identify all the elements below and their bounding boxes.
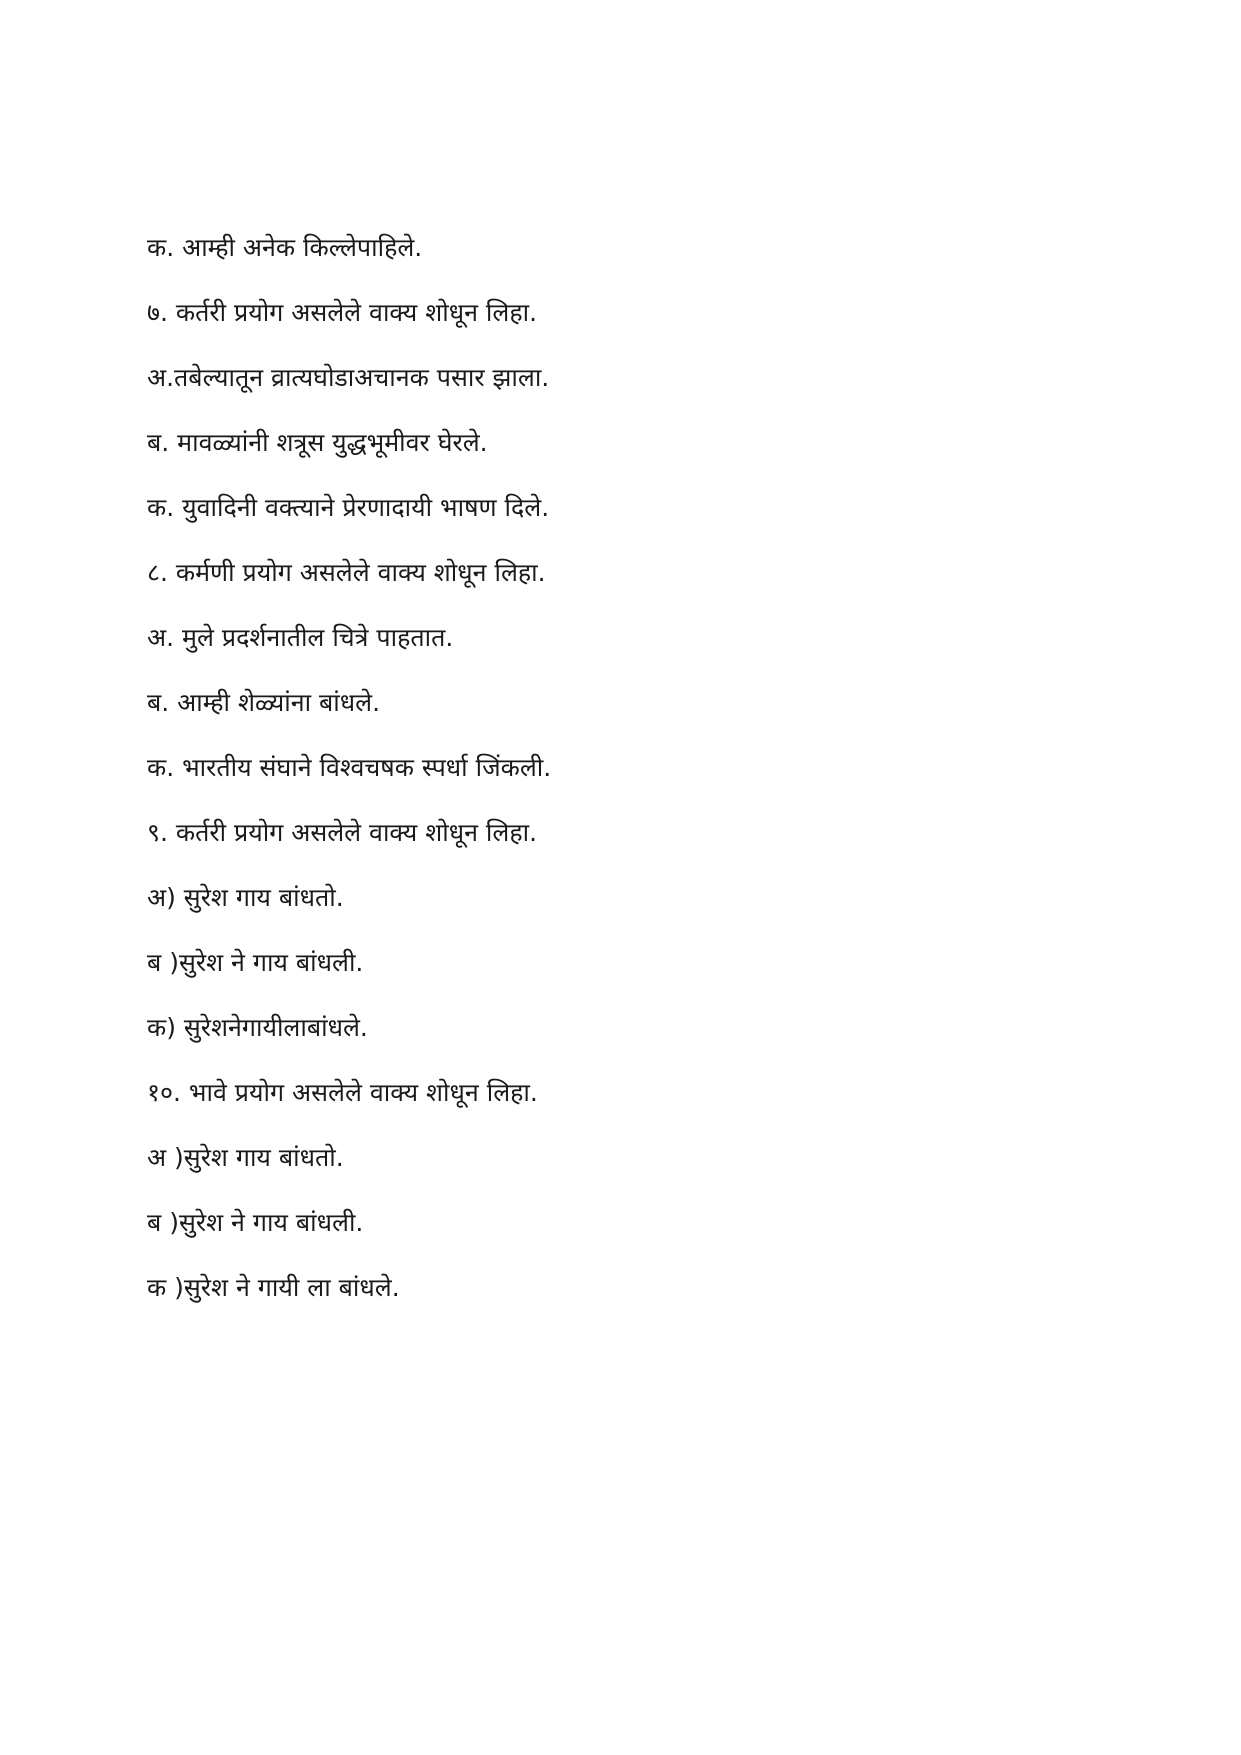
option-line: अ.तबेल्यातून व्रात्यघोडाअचानक पसार झाला. — [147, 363, 550, 392]
question-list — [147, 230, 1147, 1335]
option-line: क) सुरेशनेगायीलाबांधले. — [147, 1013, 368, 1042]
option-line: अ) सुरेश गाय बांधतो. — [147, 883, 344, 912]
question-heading: ७. कर्तरी प्रयोग असलेले वाक्य शोधून लिहा. — [147, 298, 538, 327]
option-line: ब. मावळ्यांनी शत्रूस युद्धभूमीवर घेरले. — [147, 428, 488, 457]
question-heading: ९. कर्तरी प्रयोग असलेले वाक्य शोधून लिहा. — [147, 818, 538, 847]
question-heading: १०. भावे प्रयोग असलेले वाक्य शोधून लिहा. — [147, 1078, 538, 1107]
option-line: अ. मुले प्रदर्शनातील चित्रे पाहतात. — [147, 623, 454, 652]
option-line: क. आम्ही अनेक किल्लेपाहिले. — [147, 233, 423, 262]
option-line: ब )सुरेश ने गाय बांधली. — [147, 1208, 364, 1237]
option-line: क. भारतीय संघाने विश्वचषक स्पर्धा जिंकली. — [147, 753, 552, 782]
option-line: अ )सुरेश गाय बांधतो. — [147, 1143, 344, 1172]
option-line: क )सुरेश ने गायी ला बांधले. — [147, 1273, 400, 1302]
option-line: ब )सुरेश ने गाय बांधली. — [147, 948, 364, 977]
question-heading: ८. कर्मणी प्रयोग असलेले वाक्य शोधून लिहा. — [147, 558, 546, 587]
option-line: ब. आम्ही शेळ्यांना बांधले. — [147, 688, 381, 717]
option-line: क. युवादिनी वक्त्याने प्रेरणादायी भाषण दिले. — [147, 493, 550, 522]
